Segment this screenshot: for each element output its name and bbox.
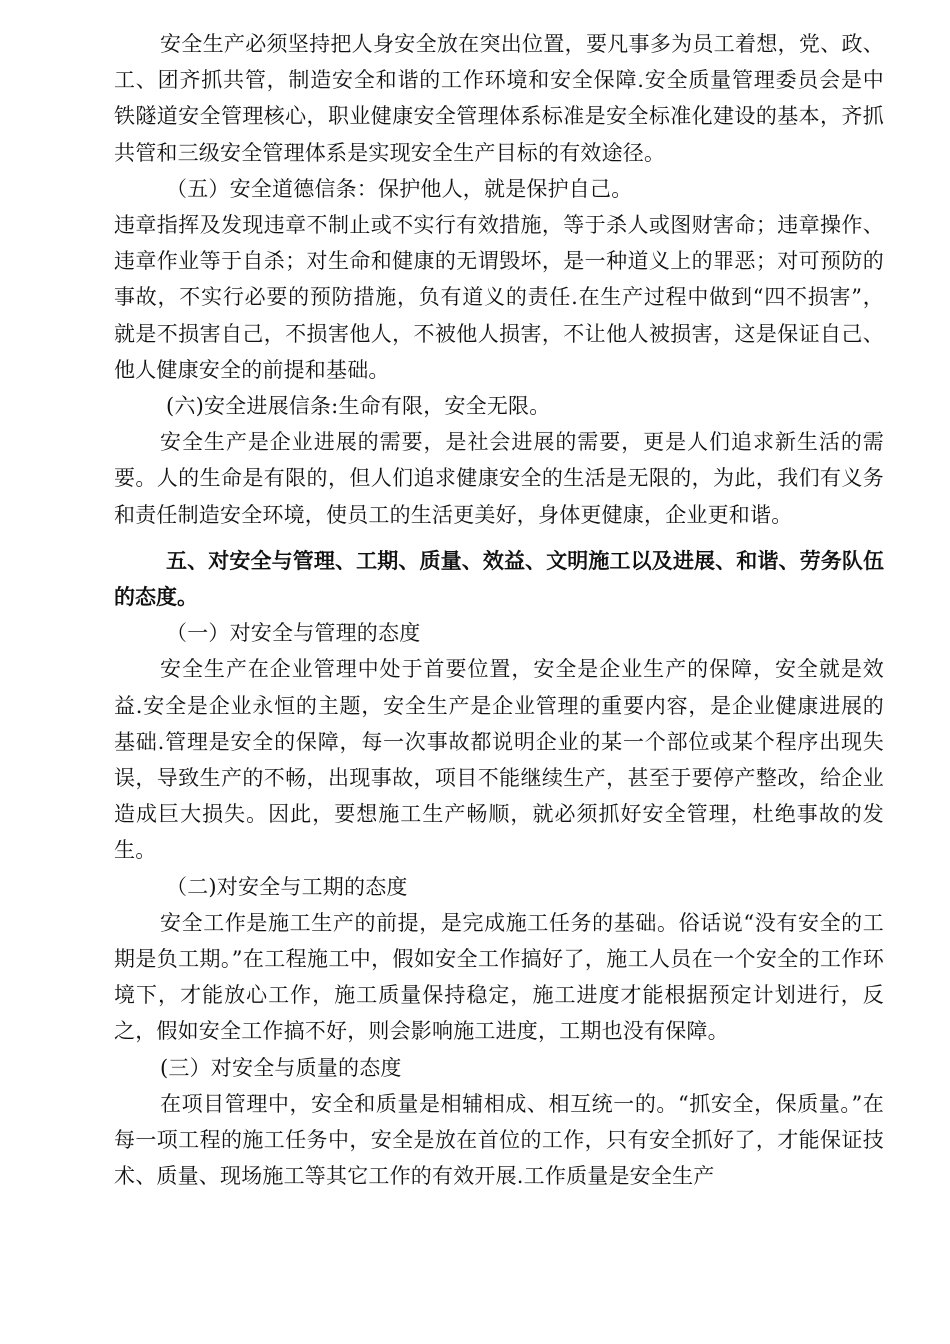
paragraph-safety-management: 安全生产在企业管理中处于首要位置，安全是企业生产的保障，安全就是效益.安全是企业永恒的主题，安全生产是企业管理的重要内容，是企业健康进展的基础.管理是安全的保障，每一次事故都说明企业的某一个部位或某个程序出现失误，导致生产的不畅，出现事故，项目不能继续生产，甚至于要停产整改，给企业造成巨大损失。因此，要想施工生产畅顺，就必须抓好安全管理，杜绝事故的发生。 [114,657,884,863]
paragraph-enterprise-progress: 安全生产是企业进展的需要，是社会进展的需要，更是人们追求新生活的需要。人的生命是有限的，但人们追求健康安全的生活是无限的，为此，我们有义务和责任制造安全环境，使员工的生活更美好，身体更健康，企业更和谐。 [114,430,884,527]
subheading-safety-progress-creed: (六)安全进展信条:生命有限，安全无限。 [166,394,551,419]
subheading-safety-schedule: （二)对安全与工期的态度 [166,874,408,899]
subheading-safety-management: （一）对安全与管理的态度 [166,621,421,646]
paragraph-safety-production: 安全生产必须坚持把人身安全放在突出位置，要凡事多为员工着想，党、政、工、团齐抓共管，制造安全和谐的工作环境和安全保障.安全质量管理委员会是中铁隧道安全管理核心，职业健康安全管理体系标准是安全标准化建设的基本，齐抓共管和三级安全管理体系是实现安全生产目标的有效途径。 [114,32,884,165]
document-page [114,26,884,1195]
paragraph-safety-schedule: 安全工作是施工生产的前提，是完成施工任务的基础。俗话说“没有安全的工期是负工期。”在工程施工中，假如安全工作搞好了，施工人员在一个安全的工作环境下，才能放心工作，施工质量保持稳定，施工进度才能根据预定计划进行，反之，假如安全工作搞不好，则会影响施工进度，工期也没有保障。 [114,910,884,1044]
subheading-safety-quality: (三）对安全与质量的态度 [160,1055,402,1080]
section-heading-five: 五、对安全与管理、工期、质量、效益、文明施工以及进展、和谐、劳务队伍的态度。 [114,547,884,610]
subheading-safety-ethics-creed: （五）安全道德信条：保护他人，就是保护自己。 [166,176,633,201]
paragraph-violation-rules: 违章指挥及发现违章不制止或不实行有效措施，等于杀人或图财害命；违章操作、违章作业等于自杀；对生命和健康的无谓毁坏，是一种道义上的罪恶；对可预防的事故，不实行必要的预防措施，负有道义的责任.在生产过程中做到“四不损害”，就是不损害自己，不损害他人，不被他人损害，不让他人被损害，这是保证自己、他人健康安全的前提和基础。 [114,213,884,382]
paragraph-safety-quality: 在项目管理中，安全和质量是相辅相成、相互统一的。“抓安全，保质量。”在每一项工程的施工任务中，安全是放在首位的工作，只有安全抓好了，才能保证技术、质量、现场施工等其它工作的有效开展.工作质量是安全生产 [114,1091,884,1189]
